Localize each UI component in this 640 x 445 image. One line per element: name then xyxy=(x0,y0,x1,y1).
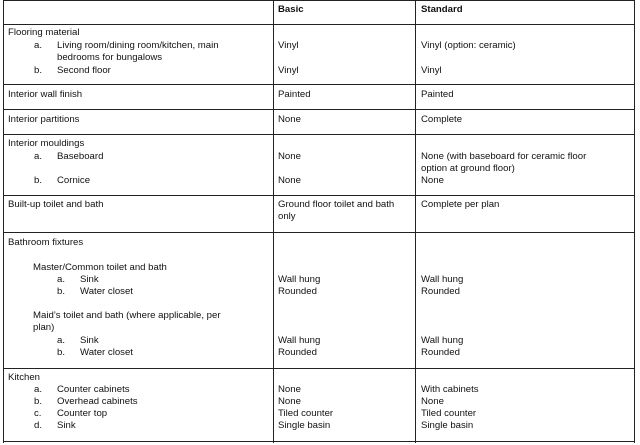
bathroom-maid-title-cont: plan) xyxy=(33,322,55,333)
mouldings-b-standard: None xyxy=(421,175,444,186)
mouldings-a-label: Baseboard xyxy=(57,151,104,162)
kitchen-item-label: Sink xyxy=(57,420,76,431)
bathroom-maid-a-mark: a. xyxy=(57,335,66,346)
wall-finish-standard: Painted xyxy=(421,89,454,100)
kitchen-item-mark: a. xyxy=(34,384,43,395)
bathroom-maid-b-label: Water closet xyxy=(80,347,133,358)
flooring-title: Flooring material xyxy=(8,27,80,38)
bathroom-master-b-basic: Rounded xyxy=(278,286,317,297)
kitchen-item-label: Counter top xyxy=(57,408,108,419)
table-border-right xyxy=(634,0,635,443)
kitchen-item-standard: Single basin xyxy=(421,420,474,431)
mouldings-b-label: Cornice xyxy=(57,175,91,186)
mouldings-a-standard-cont: option at ground floor) xyxy=(421,163,515,174)
toilet-standard: Complete per plan xyxy=(421,199,500,210)
flooring-b-mark: b. xyxy=(34,65,43,76)
row-divider xyxy=(3,232,635,233)
kitchen-item-basic: None xyxy=(278,396,301,407)
row-divider xyxy=(3,109,635,110)
flooring-b-label: Second floor xyxy=(57,65,111,76)
bathroom-master-a-mark: a. xyxy=(57,274,66,285)
kitchen-item-standard: With cabinets xyxy=(421,384,479,395)
toilet-basic: Ground floor toilet and bath xyxy=(278,199,395,210)
bathroom-maid-title: Maid’s toilet and bath (where applicable, per xyxy=(33,310,221,321)
table-border-bottom xyxy=(3,441,635,442)
row-divider xyxy=(3,84,635,85)
kitchen-title: Kitchen xyxy=(8,372,40,383)
bathroom-master-a-standard: Wall hung xyxy=(421,274,464,285)
kitchen-item-basic: Single basin xyxy=(278,420,331,431)
flooring-a-label: Living room/dining room/kitchen, main xyxy=(57,40,219,51)
wall-finish-title: Interior wall finish xyxy=(8,89,83,100)
mouldings-a-mark: a. xyxy=(34,151,43,162)
kitchen-item-mark: d. xyxy=(34,420,43,431)
bathroom-maid-a-basic: Wall hung xyxy=(278,335,321,346)
row-divider xyxy=(3,195,635,196)
mouldings-title: Interior mouldings xyxy=(8,138,85,149)
flooring-a-mark: a. xyxy=(34,40,43,51)
kitchen-item-basic: None xyxy=(278,384,301,395)
bathroom-master-b-mark: b. xyxy=(57,286,66,297)
toilet-title: Built-up toilet and bath xyxy=(8,199,104,210)
row-divider xyxy=(3,368,635,369)
partitions-standard: Complete xyxy=(421,114,463,125)
wall-finish-basic: Painted xyxy=(278,89,311,100)
partitions-title: Interior partitions xyxy=(8,114,80,125)
flooring-a-label-cont: bedrooms for bungalows xyxy=(57,52,163,63)
bathroom-master-b-label: Water closet xyxy=(80,286,133,297)
partitions-basic: None xyxy=(278,114,301,125)
bathroom-maid-a-standard: Wall hung xyxy=(421,335,464,346)
column-divider-standard xyxy=(415,0,416,443)
table-border-left xyxy=(3,0,4,443)
flooring-a-basic: Vinyl xyxy=(278,40,299,51)
kitchen-item-label: Counter cabinets xyxy=(57,384,130,395)
header-standard: Standard xyxy=(421,4,463,15)
bathroom-maid-b-standard: Rounded xyxy=(421,347,460,358)
bathroom-master-title: Master/Common toilet and bath xyxy=(33,262,167,273)
bathroom-title: Bathroom fixtures xyxy=(8,237,84,248)
bathroom-master-b-standard: Rounded xyxy=(421,286,460,297)
header-basic: Basic xyxy=(278,4,304,15)
bathroom-maid-a-label: Sink xyxy=(80,335,99,346)
bathroom-maid-b-mark: b. xyxy=(57,347,66,358)
kitchen-item-mark: b. xyxy=(34,396,43,407)
toilet-basic-cont: only xyxy=(278,211,296,222)
flooring-b-standard: Vinyl xyxy=(421,65,442,76)
kitchen-item-label: Overhead cabinets xyxy=(57,396,138,407)
flooring-b-basic: Vinyl xyxy=(278,65,299,76)
mouldings-b-mark: b. xyxy=(34,175,43,186)
table-border-top xyxy=(3,0,635,1)
column-divider-basic xyxy=(273,0,274,443)
kitchen-item-basic: Tiled counter xyxy=(278,408,334,419)
row-divider xyxy=(3,134,635,135)
kitchen-item-standard: None xyxy=(421,396,444,407)
bathroom-master-a-label: Sink xyxy=(80,274,99,285)
flooring-a-standard: Vinyl (option: ceramic) xyxy=(421,40,516,51)
bathroom-maid-b-basic: Rounded xyxy=(278,347,317,358)
mouldings-b-basic: None xyxy=(278,175,301,186)
mouldings-a-basic: None xyxy=(278,151,301,162)
kitchen-item-standard: Tiled counter xyxy=(421,408,477,419)
row-divider xyxy=(3,24,635,25)
bathroom-master-a-basic: Wall hung xyxy=(278,274,321,285)
mouldings-a-standard: None (with baseboard for ceramic floor xyxy=(421,151,587,162)
kitchen-item-mark: c. xyxy=(34,408,42,419)
